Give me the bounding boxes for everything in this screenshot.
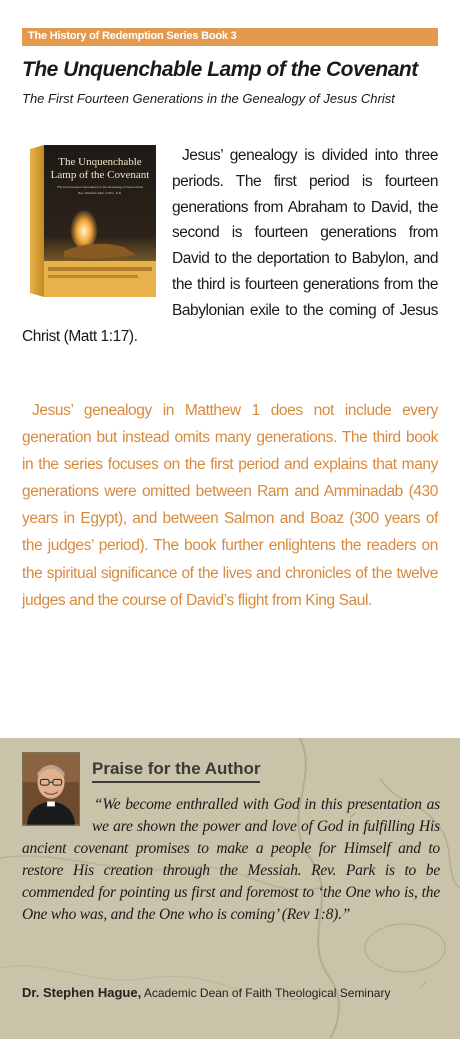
highlight-paragraph: Jesus’ genealogy in Matthew 1 does not include every generation but instead omits many generations. The third book in the series focuses on the first period and explains that many generations were omitted between Ram and Amminadab (430 years in Egypt), and between Salmon and Boaz (300 years of the judges’ period). The book further enlightens the readers on the spiritual significance of the lives and chronicles of the twelve judges and the course of David’s flight from King Saul.	[22, 402, 438, 609]
praise-quote	[22, 794, 440, 926]
cover-title-line1: The Unquenchable	[58, 156, 142, 168]
cover-author: Rev. Abraham Park, D.Min., D.D.	[78, 191, 122, 195]
book-subtitle: The First Fourteen Generations in the Genealogy of Jesus Christ	[22, 91, 395, 106]
intro-text: Jesus’ genealogy is divided into three periods. The first period is fourteen generations from Abraham to David, the second is fourteen generations from David to the deportation to Babylon, and the third is fourteen generations from the Babylonian exile to the coming of Jesus Christ (Matt 1:17).	[22, 147, 438, 345]
praise-quote-text: “We become enthralled with God in this presentation as we are shown the power and love of God in fulfilling His ancient covenant promises to make a people for Himself and to restore His creation through the Messiah. Rev. Park is to be commended for pointing us first and foremost to ‘the One who is, the One who was, and the One who is coming’ (Rev 1:8).”	[22, 796, 440, 923]
cover-title-line2: Lamp of the Covenant	[50, 169, 150, 181]
praise-attribution	[22, 984, 442, 1002]
praise-panel	[0, 738, 460, 1039]
author-title: Academic Dean of Faith Theological Seminary	[143, 986, 391, 1000]
praise-heading: Praise for the Author	[92, 759, 260, 783]
intro-paragraph	[22, 143, 438, 349]
cover-subtitle: The First Fourteen Generations in the Genealogy of Jesus Christ	[56, 185, 144, 189]
series-label: The History of Redemption Series Book 3	[22, 28, 438, 46]
author-name: Dr. Stephen Hague,	[22, 985, 142, 1000]
book-title: The Unquenchable Lamp of the Covenant	[22, 58, 418, 81]
